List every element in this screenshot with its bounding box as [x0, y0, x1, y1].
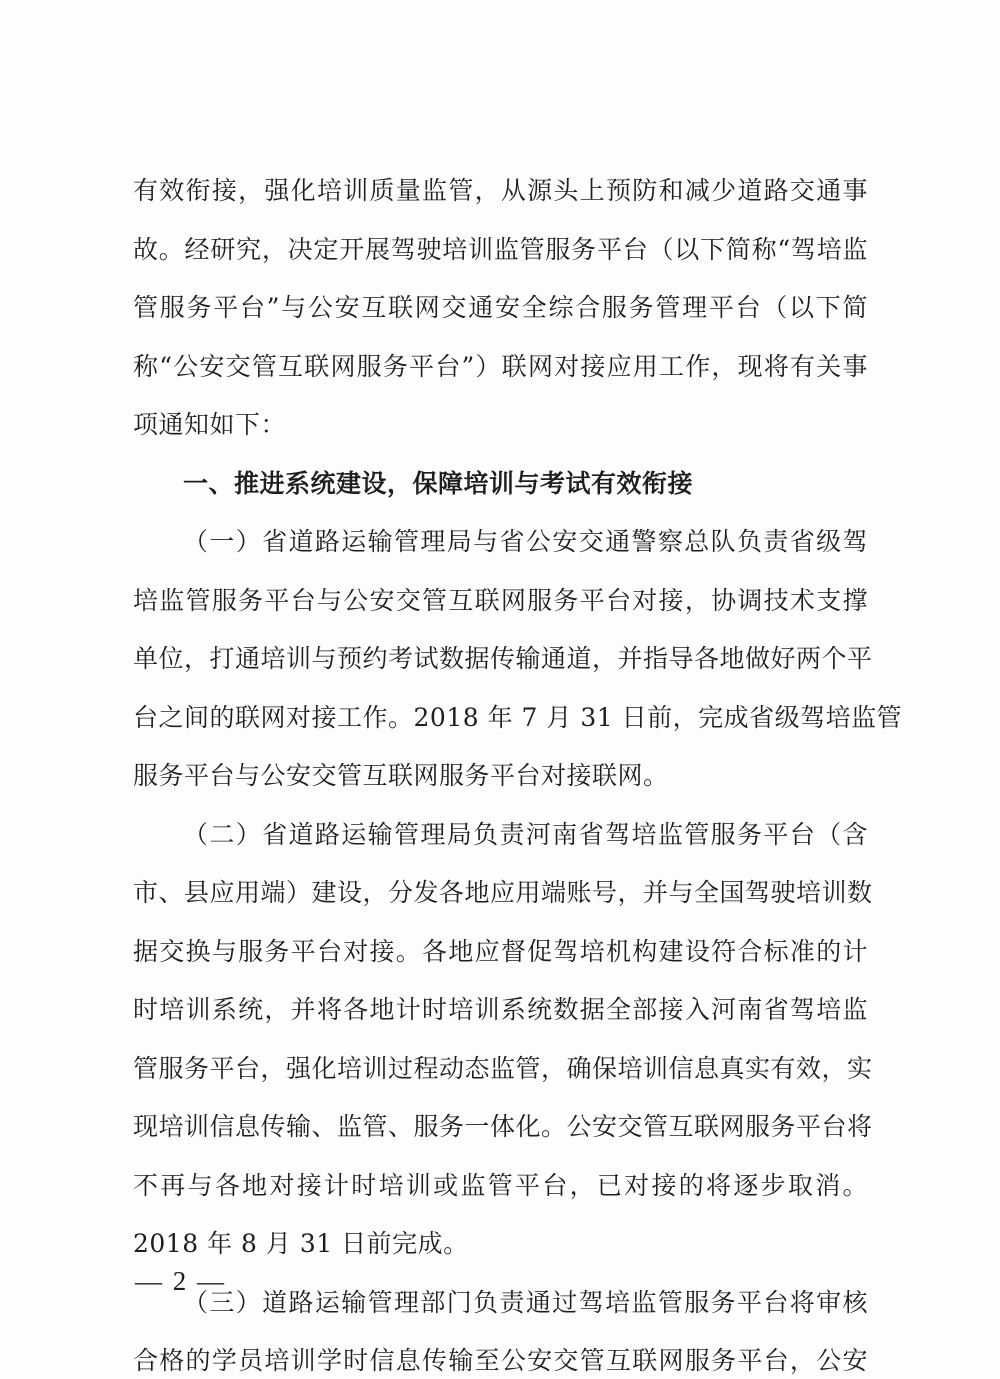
paragraph-start-line: （三）道路运输管理部门负责通过驾培监管服务平台将审核 [183, 1287, 868, 1317]
text-line: 培监管服务平台与公安交管互联网服务平台对接，协调技术支撑 [133, 585, 868, 615]
text-line: 项通知如下： [133, 410, 287, 439]
text-line: 不再与各地对接计时培训或监管平台，已对接的将逐步取消。 [133, 1170, 868, 1200]
text-line: 管服务平台，强化培训过程动态监管，确保培训信息真实有效，实 [133, 1053, 873, 1083]
text-line: 服务平台与公安交管互联网服务平台对接联网。 [133, 761, 669, 790]
paragraph-start-line: （一）省道路运输管理局与省公安交通警察总队负责省级驾 [183, 527, 868, 556]
text-line: 台之间的联网对接工作。2018 年 7 月 31 日前，完成省级驾培监管 [133, 702, 903, 732]
text-line: 单位，打通培训与预约考试数据传输通道，并指导各地做好两个平 [133, 644, 873, 673]
text-line: 有效衔接，强化培训质量监管，从源头上预防和减少道路交通事 [133, 176, 868, 205]
text-line: 据交换与服务平台对接。各地应督促驾培机构建设符合标准的计 [133, 936, 868, 966]
text-line: 2018 年 8 月 31 日前完成。 [133, 1229, 469, 1258]
text-line: 市、县应用端）建设，分发各地应用端账号，并与全国驾驶培训数 [133, 878, 873, 907]
text-line: 时培训系统，并将各地计时培训系统数据全部接入河南省驾培监 [133, 995, 868, 1024]
section-heading: 一、推进系统建设，保障培训与考试有效衔接 [183, 468, 694, 498]
text-line: 称“公安交管互联网服务平台”）联网对接应用工作，现将有关事 [133, 351, 868, 381]
text-line: 合格的学员培训学时信息传输至公安交管互联网服务平台，公安 [133, 1346, 868, 1375]
page-number: — 2 — [135, 1266, 226, 1296]
text-line: 故。经研究，决定开展驾驶培训监管服务平台（以下简称“驾培监 [133, 234, 868, 264]
document-body [133, 162, 903, 1379]
text-line: 管服务平台”与公安互联网交通安全综合服务管理平台（以下简 [133, 293, 868, 322]
text-line: 现培训信息传输、监管、服务一体化。公安交管互联网服务平台将 [133, 1112, 873, 1141]
paragraph-start-line: （二）省道路运输管理局负责河南省驾培监管服务平台（含 [183, 819, 868, 849]
